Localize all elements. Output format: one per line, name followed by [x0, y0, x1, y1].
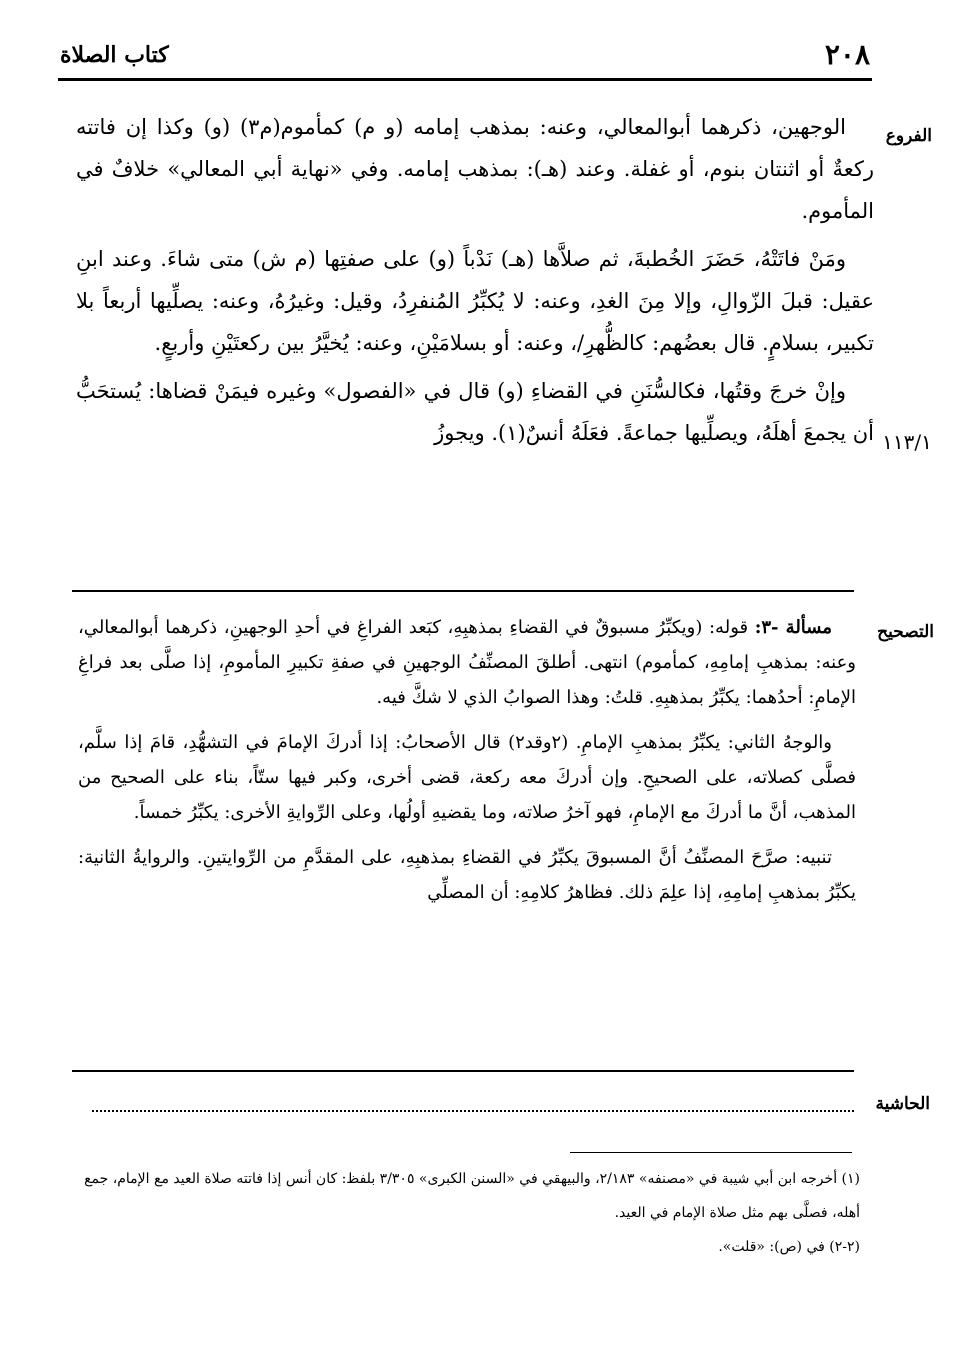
correction-text — [78, 610, 856, 910]
main-text — [76, 106, 874, 454]
correction-paragraph-1 — [78, 610, 856, 715]
main-paragraph-1: الوجهين، ذكرهما أبوالمعالي، وعنه: بمذهب إمامه (و م) كمأموم(م٣) (و) وكذا إن فاتته ركعةٌ أو اثنتان بنوم، أو غفلة. وعند (هـ): بمذهب إمامه. وفي «نهاية أبي المعالي» خلافٌ في المأموم. — [76, 115, 874, 223]
footnote-rule — [570, 1152, 852, 1153]
section-rule-2 — [72, 1070, 854, 1072]
main-paragraph-3: وإنْ خرجَ وقتُها، فكالسُّنَنِ في القضاءِ (و) قال في «الفصول» وغيره فيمَنْ قضاها: يُستحَبُّ أن يجمعَ أهلَهُ، ويصلِّيها جماعةً. فعَلَهُ أنسٌ(١). ويجوزُ — [76, 379, 874, 445]
book-title: كتاب الصلاة — [60, 42, 169, 68]
footnote-2: (٢-٢) في (ص): «قلت». — [718, 1239, 860, 1255]
correction-paragraph-3: تنبيه: صرَّحَ المصنِّفُ أنَّ المسبوقَ يكبِّرُ في القضاءِ بمذهبِهِ، على المقدَّمِ من الرِّوايتينِ. والروايةُ الثانية: يكبِّرُ بمذهبِ إمامِهِ، إذا علِمَ ذلك. فظاهرُ كلامِهِ: أن المصلِّي — [78, 847, 856, 903]
section-label-furu: الفروع — [885, 126, 932, 146]
page-number: ٢٠٨ — [824, 38, 870, 71]
correction-paragraph-1-body: قوله: (ويكبِّرُ مسبوقٌ في القضاءِ بمذهبِهِ، كبَعد الفراغِ في أحدِ الوجهينِ، ذكرهما أبوالمعالي، وعنه: بمذهبِ إمامِهِ، كمأموم) انتهى. أطلقَ المصنِّفُ الوجهينِ في صفةِ تكبيرِ المأمومِ، إذا صلَّى بعد فراغِ الإمامِ: أحدُهما: يكبِّرُ بمذهبِهِ. قلتُ: وهذا الصوابُ الذي لا شكَّ فيه. — [78, 617, 856, 708]
correction-paragraph-2: والوجهُ الثاني: يكبِّرُ بمذهبِ الإمامِ. (٢وقد٢) قال الأصحابُ: إذا أدركَ الإمامَ في التشهُّدِ، قامَ إذا سلَّم، فصلَّى كصلاته، على الصحيحِ. وإن أدركَ معه ركعة، قضى أخرى، وكبر فيها ستّاً، بناء على الصحيح من المذهب، أنَّ ما أدركَ مع الإمامِ، فهو آخرُ صلاته، وما يقضيهِ أولُها، وعلى الرِّوايةِ الأخرى: يكبِّرُ خمساً. — [78, 732, 856, 823]
margin-folio-reference: ١١٣/١ — [882, 430, 932, 454]
section-rule-1 — [72, 590, 854, 592]
section-label-hashiya: الحاشية — [875, 1094, 930, 1114]
footnote-1: (١) أخرجه ابن أبي شيبة في «مصنفه» ٢/١٨٣، والبيهقي في «السنن الكبرى» ٣/٣٠٥ بلفظ: كان أنس إذا فاتته صلاة العيد مع الإمام، جمع أهله، فصلَّى بهم مثل صلاة الإمام في العيد. — [84, 1171, 860, 1221]
hashiya-dotted-line — [92, 1096, 854, 1112]
issue-number: مسألة -٣: — [754, 617, 832, 638]
main-paragraph-2: ومَنْ فاتَتْهُ، حَضَرَ الخُطبةَ، ثم صلاَّها (هـ) نَدْباً (و) على صفتِها (م ش) متى شاءَ. وعند ابنِ عقيل: قبلَ الزّوالِ، وإلا مِنَ الغدِ، وعنه: لا يُكبِّرُ المُنفرِدُ، وقيل: وغيرُهُ، وعنه: يصلِّيها أربعاً بلا تكبير، بسلامٍ. قال بعضُهم: كالظُّهرِ/، وعنه: أو بسلامَيْنِ، وعنه: يُخيَّرُ بين ركعتَيْنِ وأربعٍ. — [76, 247, 874, 355]
header-rule — [58, 78, 872, 81]
section-label-tashih: التصحيح — [877, 622, 934, 642]
footnotes — [82, 1162, 860, 1264]
